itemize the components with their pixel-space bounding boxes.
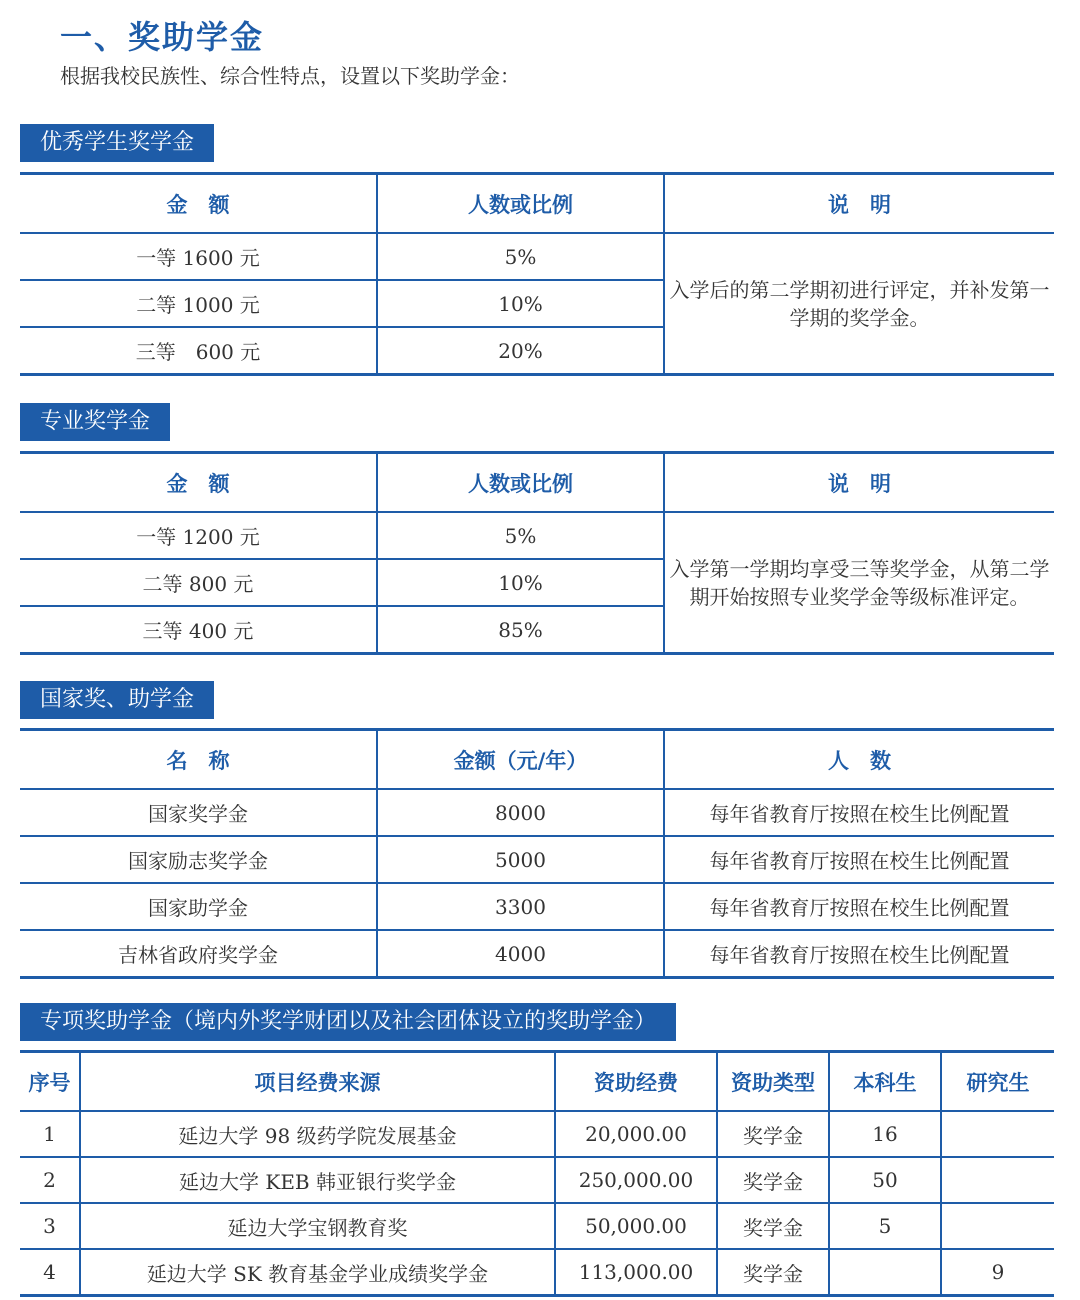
source-cell: 延边大学 KEB 韩亚银行奖学金 — [80, 1157, 555, 1203]
table-header-row — [20, 453, 1054, 513]
ratio-cell: 10% — [377, 559, 664, 606]
table-row — [20, 789, 1054, 836]
header-type: 资助类型 — [717, 1052, 829, 1112]
grad-cell — [941, 1203, 1054, 1249]
no-cell: 2 — [20, 1157, 80, 1203]
no-cell: 4 — [20, 1249, 80, 1296]
type-cell: 奖学金 — [717, 1203, 829, 1249]
national-grant-table — [20, 728, 1054, 979]
funds-cell: 50,000.00 — [555, 1203, 717, 1249]
major-scholarship-label: 专业奖学金 — [20, 403, 170, 441]
ratio-cell: 5% — [377, 233, 664, 280]
name-cell: 国家奖学金 — [148, 802, 248, 826]
excellent-scholarship-table — [20, 172, 1054, 376]
excellent-scholarship-label: 优秀学生奖学金 — [20, 124, 214, 162]
table-row — [20, 1249, 1054, 1296]
header-name: 名 称 — [20, 730, 377, 790]
header-funds: 资助经费 — [555, 1052, 717, 1112]
header-ratio: 人数或比例 — [377, 453, 664, 513]
no-cell: 3 — [20, 1203, 80, 1249]
header-ratio: 人数或比例 — [377, 174, 664, 234]
type-cell: 奖学金 — [717, 1249, 829, 1296]
header-grad: 研究生 — [941, 1052, 1054, 1112]
count-cell: 每年省教育厅按照在校生比例配置 — [664, 789, 1054, 836]
table-row — [20, 1203, 1054, 1249]
no-cell: 1 — [43, 1122, 56, 1146]
header-amount: 金额（元/年） — [377, 730, 664, 790]
table-header-row — [20, 730, 1054, 790]
table-row — [20, 836, 1054, 883]
name-cell: 吉林省政府奖学金 — [20, 930, 377, 978]
national-grant-label: 国家奖、助学金 — [20, 681, 214, 719]
funds-cell: 250,000.00 — [555, 1157, 717, 1203]
funds-cell: 113,000.00 — [555, 1249, 717, 1296]
header-amount: 金 额 — [20, 174, 377, 234]
table-row — [20, 930, 1054, 978]
ratio-cell: 20% — [377, 327, 664, 375]
ratio-cell: 85% — [377, 606, 664, 654]
major-scholarship-table — [20, 451, 1054, 655]
name-cell: 国家助学金 — [20, 883, 377, 930]
grad-cell: 9 — [941, 1249, 1054, 1296]
amount-cell: 8000 — [377, 789, 664, 836]
source-cell: 延边大学 98 级药学院发展基金 — [80, 1111, 555, 1157]
undergrad-cell: 5 — [829, 1203, 941, 1249]
intro-text: 根据我校民族性、综合性特点，设置以下奖助学金： — [60, 64, 520, 88]
undergrad-cell: 16 — [829, 1111, 941, 1157]
amount-cell: 三等 600 元 — [20, 327, 377, 375]
table-row — [20, 512, 1054, 559]
grad-cell — [941, 1111, 1054, 1157]
header-source: 项目经费来源 — [80, 1052, 555, 1112]
grad-cell — [941, 1157, 1054, 1203]
amount-cell: 5000 — [377, 836, 664, 883]
table-row — [20, 883, 1054, 930]
ratio-cell: 5% — [377, 512, 664, 559]
table-header-row — [20, 174, 1054, 234]
table-row — [20, 1157, 1054, 1203]
ratio-cell: 10% — [377, 280, 664, 327]
table-header-row — [20, 1052, 1054, 1112]
undergrad-cell: 50 — [829, 1157, 941, 1203]
table-row — [20, 1111, 1054, 1157]
count-cell: 每年省教育厅按照在校生比例配置 — [664, 883, 1054, 930]
header-note: 说 明 — [664, 174, 1054, 234]
amount-cell: 一等 1200 元 — [136, 525, 260, 549]
table-row — [20, 233, 1054, 280]
note-cell: 入学后的第二学期初进行评定，并补发第一学期的奖学金。 — [664, 233, 1054, 375]
amount-cell: 二等 800 元 — [20, 559, 377, 606]
header-count: 人 数 — [664, 730, 1054, 790]
count-cell: 每年省教育厅按照在校生比例配置 — [664, 930, 1054, 978]
header-undergrad: 本科生 — [829, 1052, 941, 1112]
section-title: 一、奖助学金 — [60, 18, 265, 56]
funds-cell: 20,000.00 — [555, 1111, 717, 1157]
type-cell: 奖学金 — [717, 1111, 829, 1157]
amount-cell: 3300 — [377, 883, 664, 930]
amount-cell: 二等 1000 元 — [20, 280, 377, 327]
header-note: 说 明 — [664, 453, 1054, 513]
count-cell: 每年省教育厅按照在校生比例配置 — [664, 836, 1054, 883]
amount-cell: 三等 400 元 — [20, 606, 377, 654]
special-grant-table — [20, 1050, 1054, 1297]
header-no: 序号 — [20, 1052, 80, 1112]
type-cell: 奖学金 — [717, 1157, 829, 1203]
header-amount: 金 额 — [20, 453, 377, 513]
source-cell: 延边大学宝钢教育奖 — [80, 1203, 555, 1249]
amount-cell: 4000 — [377, 930, 664, 978]
note-cell: 入学第一学期均享受三等奖学金，从第二学期开始按照专业奖学金等级标准评定。 — [664, 512, 1054, 654]
source-cell: 延边大学 SK 教育基金学业成绩奖学金 — [80, 1249, 555, 1296]
special-grant-label: 专项奖助学金（境内外奖学财团以及社会团体设立的奖助学金） — [20, 1003, 676, 1041]
amount-cell: 一等 1600 元 — [136, 246, 260, 270]
name-cell: 国家励志奖学金 — [20, 836, 377, 883]
undergrad-cell — [829, 1249, 941, 1296]
